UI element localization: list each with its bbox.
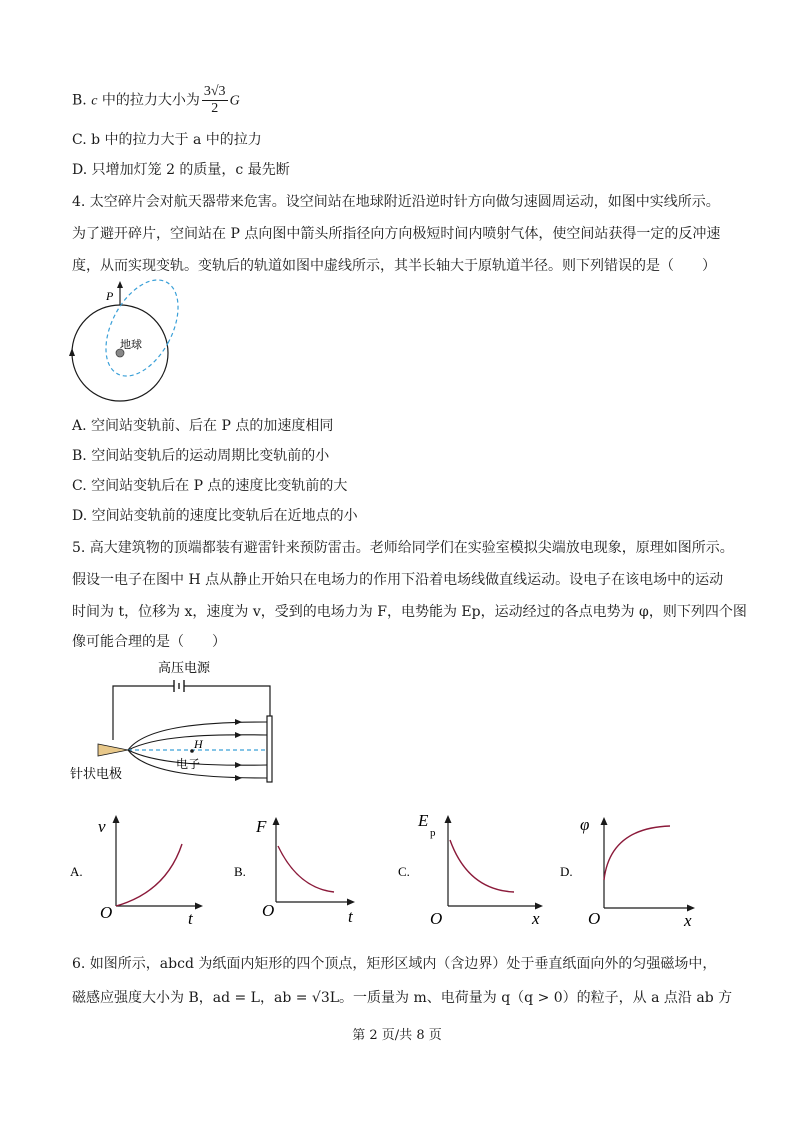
graph-a-curve (116, 844, 182, 906)
field-arrow-2 (235, 732, 242, 738)
q3-option-b-var: c (91, 93, 98, 109)
wire-left (113, 686, 174, 740)
orbit-direction-arrow (69, 348, 75, 356)
q4-option-d: D. 空间站变轨前的速度比变轨后在近地点的小 (72, 508, 358, 524)
graph-d-xlabel: x (684, 911, 692, 930)
graph-b-curve (278, 846, 334, 892)
field-arrow-3 (235, 762, 242, 768)
q5-discharge-figure (66, 656, 286, 786)
field-arrow-1 (235, 719, 242, 725)
q3-option-c: C. b 中的拉力大于 a 中的拉力 (72, 132, 262, 148)
graph-c-option: C. (398, 864, 410, 879)
q3-option-d: D. 只增加灯笼 2 的质量，c 最先断 (72, 162, 290, 178)
graph-a-option: A. (70, 864, 83, 879)
graph-b-option: B. (234, 864, 246, 879)
q4-orbit-figure (66, 278, 206, 408)
electron-label: 电子 (176, 757, 201, 771)
q4-stem-line-3: 度，从而实现变轨。变轨后的轨道如图中虚线所示，其半长轴大于原轨道半径。则下列错误的是（ ） (72, 258, 716, 274)
graph-c-ylabel-sub: p (430, 827, 436, 839)
p-label: P (106, 289, 114, 303)
q5-stem-line-3: 时间为 t，位移为 x，速度为 v，受到的电场力为 F，电势能为 Ep，运动经过的各点电势为 φ，则下列四个图 (72, 604, 747, 620)
graph-a-xlabel: t (188, 909, 193, 928)
graph-c-curve (450, 840, 514, 892)
point-h-label: H (194, 737, 203, 751)
q4-stem-line-1: 4. 太空碎片会对航天器带来危害。设空间站在地球附近沿逆时针方向做匀速圆周运动，如图中实线所示。 (72, 194, 720, 210)
graph-c-origin: O (430, 909, 443, 928)
q4-stem-line-2: 为了避开碎片，空间站在 P 点向图中箭头所指径向方向极短时间内喷射气体，使空间站获得一定的反冲速 (72, 226, 721, 242)
q5-stem-line-4: 像可能合理的是（ ） (72, 634, 226, 650)
graph-a-ylabel: v (98, 817, 106, 836)
page-footer: 第 2 页/共 8 页 (352, 1028, 442, 1043)
field-arrow-4 (235, 775, 242, 781)
graph-d-origin: O (588, 909, 601, 928)
earth-label: 地球 (120, 339, 142, 351)
graph-a (66, 812, 206, 930)
graph-b-xlabel: t (348, 907, 353, 926)
graph-c-ylabel: E (418, 811, 429, 830)
graph-d-option: D. (560, 864, 573, 879)
needle-electrode (98, 744, 128, 756)
q4-option-a: A. 空间站变轨前、后在 P 点的加速度相同 (72, 418, 334, 434)
q5-stem-line-2: 假设一电子在图中 H 点从静止开始只在电场力的作用下沿着电场线做直线运动。设电子在该电场中的运动 (72, 572, 724, 588)
source-label: 高压电源 (158, 660, 211, 675)
wire-right (184, 686, 270, 718)
graph-b-ylabel: F (256, 817, 267, 836)
q4-option-c: C. 空间站变轨后在 P 点的速度比变轨前的大 (72, 478, 348, 494)
q3-option-b: B. c 中的拉力大小为 $\frac{3√3}{2}$ G (72, 84, 240, 116)
graph-b-origin: O (262, 901, 275, 920)
graph-a-origin: O (100, 903, 113, 922)
q3-option-b-text: 中的拉力大小为 (97, 92, 200, 109)
q4-option-b: B. 空间站变轨后的运动周期比变轨前的小 (72, 448, 330, 464)
electrode-label: 针状电极 (70, 766, 123, 781)
q5-stem-line-1: 5. 高大建筑物的顶端都装有避雷针来预防雷击。老师给同学们在实验室模拟尖端放电现象，原理如图所示。 (72, 540, 734, 556)
q6-stem-line-2: 磁感应强度大小为 B，ad = L，ab = √3L。一质量为 m、电荷量为 q（q > 0）的粒子，从 a 点沿 ab 方 (72, 990, 733, 1006)
graph-d (556, 808, 706, 930)
graph-b (228, 812, 368, 930)
p-arrow-head (117, 281, 123, 288)
graph-c-xlabel: x (532, 909, 540, 928)
graph-d-ylabel: φ (580, 815, 590, 834)
plate-electrode (267, 716, 272, 782)
graph-d-curve (604, 826, 670, 880)
q3-option-b-fraction: $\frac{3√3}{2}$ (203, 84, 226, 116)
graph-c (392, 806, 552, 930)
q6-stem-line-1: 6. 如图所示，abcd 为纸面内矩形的四个顶点，矩形区域内（含边界）处于垂直纸面向外的匀强磁场中， (72, 956, 717, 972)
